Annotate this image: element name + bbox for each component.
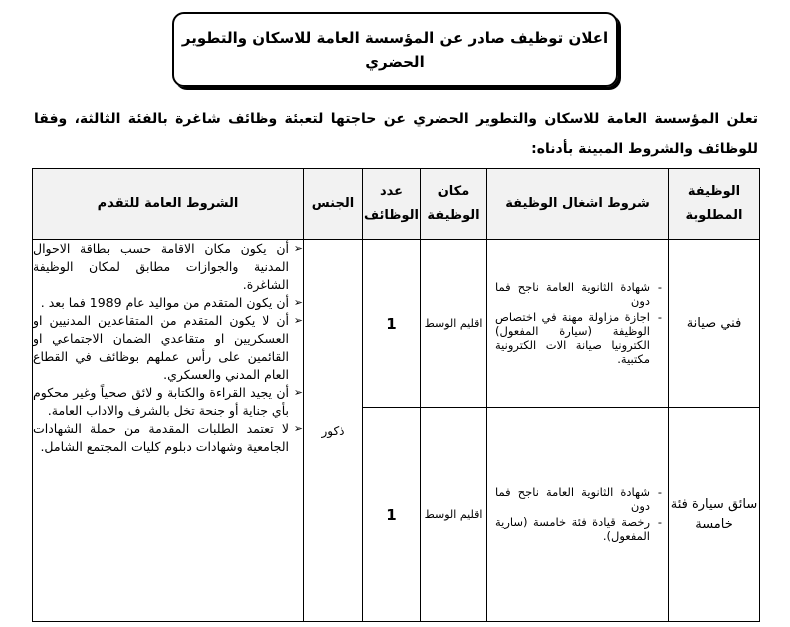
job-requirements-cell — [487, 408, 669, 622]
header-general-conditions: الشروط العامة للتقدم — [33, 169, 304, 240]
header-gender: الجنس — [304, 169, 363, 240]
requirement-item: - اجازة مزاولة مهنة في اختصاص الوظيفة (سيارة المفعول) الكترونيا صيانة الات الكترونية مكتبية. — [495, 310, 664, 366]
general-condition-item — [33, 384, 303, 420]
header-job: الوظيفة المطلوبة — [669, 169, 760, 240]
general-conditions-cell — [33, 240, 304, 622]
general-condition-item — [33, 294, 303, 312]
general-condition-text: أن يجيد القراءة والكتابة و لائق صحياً وغير محكوم بأي جناية أو جنحة تخل بالشرف والاداب العامة. — [33, 385, 289, 418]
requirement-item: - رخصة قيادة فئة خامسة (سارية المفعول). — [495, 515, 664, 543]
announcement-intro: تعلن المؤسسة العامة للاسكان والتطوير الحضري عن حاجتها لتعبئة وظائف شاغرة بالفئة الثالثة، وفقا للوظائف والشروط المبينة بأدناه: — [34, 111, 758, 157]
job-requirements-cell — [487, 240, 669, 408]
general-condition-text: أن يكون مكان الاقامة حسب بطاقة الاحوال المدنية والجوازات مطابق لمكان الوظيفة الشاغرة. — [33, 241, 289, 292]
general-condition-text: لا تعتمد الطلبات المقدمة من حملة الشهادات الجامعية وشهادات دبلوم كليات المجتمع الشامل. — [33, 421, 289, 454]
general-condition-item — [33, 240, 303, 294]
jobs-table — [32, 168, 760, 622]
job-count-cell: 1 — [363, 408, 421, 622]
gender-cell: ذكور — [304, 240, 363, 622]
arrow-bullet-icon: ➢ — [293, 296, 303, 309]
job-location-cell: اقليم الوسط — [421, 408, 487, 622]
job-title-cell: فني صيانة — [669, 240, 760, 408]
requirement-item: - شهادة الثانوية العامة ناجح فما دون — [495, 280, 664, 308]
arrow-bullet-icon: ➢ — [293, 242, 303, 255]
job-location-cell: اقليم الوسط — [421, 240, 487, 408]
announcement-title-line1: اعلان توظيف صادر عن المؤسسة العامة للاسكان والتطوير — [181, 29, 609, 47]
general-condition-item — [33, 420, 303, 456]
table-header-row — [33, 169, 760, 240]
arrow-bullet-icon: ➢ — [293, 386, 303, 399]
arrow-bullet-icon: ➢ — [293, 314, 303, 327]
announcement-title-box — [172, 12, 618, 87]
job-count-cell: 1 — [363, 240, 421, 408]
table-row — [33, 240, 760, 408]
general-condition-text: أن يكون المتقدم من مواليد عام 1989 فما بعد . — [40, 295, 289, 310]
requirement-item: - شهادة الثانوية العامة ناجح فما دون — [495, 485, 664, 513]
header-count: عدد الوظائف — [363, 169, 421, 240]
job-title-cell: سائق سيارة فئة خامسة — [669, 408, 760, 622]
general-condition-item — [33, 312, 303, 384]
arrow-bullet-icon: ➢ — [293, 422, 303, 435]
header-location: مكان الوظيفة — [421, 169, 487, 240]
announcement-title-line2: الحضري — [365, 53, 425, 71]
header-requirements: شروط اشغال الوظيفة — [487, 169, 669, 240]
general-condition-text: أن لا يكون المتقدم من المتقاعدين المدنيين او العسكريين او متقاعدي الضمان الاجتماعي او القائمين على رأس عملهم بوظائف في القطاع العام المدني والعسكري. — [33, 313, 289, 382]
